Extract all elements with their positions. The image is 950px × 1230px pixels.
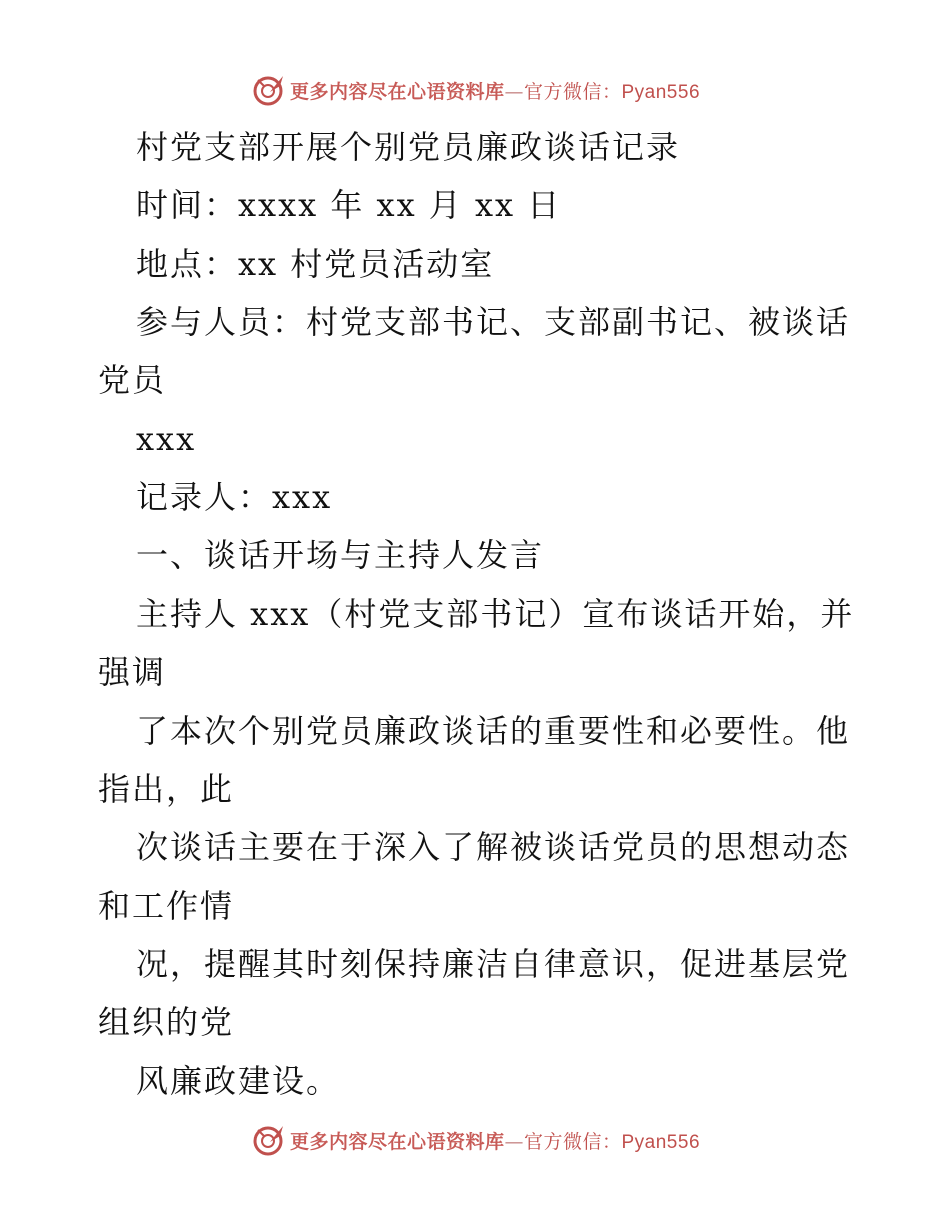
recorder-line: 记录人：xxx (136, 478, 333, 516)
document-title: 村党支部开展个别党员廉政谈话记录 (136, 128, 681, 166)
paragraph-line: 强调 (98, 653, 167, 691)
watermark-id: Pyan556 (621, 81, 701, 103)
participant-name: xxx (136, 420, 197, 458)
paragraph-line: 况，提醒其时刻保持廉洁自律意识，促进基层党 (136, 945, 851, 983)
watermark-main: 更多内容尽在心语资料库 (289, 1130, 505, 1153)
watermark-text (290, 1127, 700, 1154)
watermark-id: Pyan556 (621, 1131, 701, 1153)
watermark-text (290, 77, 700, 104)
time-line: 时间：xxxx 年 xx 月 xx 日 (136, 186, 562, 224)
paragraph-line: 风廉政建设。 (136, 1062, 341, 1100)
location-line: 地点：xx 村党员活动室 (136, 245, 495, 283)
header-watermark (0, 70, 950, 110)
participants-line: 参与人员：村党支部书记、支部副书记、被谈话 (136, 303, 851, 341)
quill-logo-icon (250, 1122, 286, 1158)
watermark-sub: 官方微信： (523, 1130, 622, 1153)
quill-logo-icon (250, 72, 286, 108)
paragraph-line: 和工作情 (98, 887, 235, 925)
paragraph-line: 主持人 xxx（村党支部书记）宣布谈话开始，并 (136, 595, 855, 633)
watermark-main: 更多内容尽在心语资料库 (289, 80, 505, 103)
watermark-sub: 官方微信： (523, 80, 622, 103)
watermark-dash: — (504, 1130, 524, 1153)
paragraph-line: 组织的党 (98, 1003, 235, 1041)
paragraph-line: 次谈话主要在于深入了解被谈话党员的思想动态 (136, 828, 851, 866)
paragraph-line: 指出，此 (98, 770, 235, 808)
section-heading: 一、谈话开场与主持人发言 (136, 536, 545, 574)
watermark-dash: — (504, 80, 524, 103)
footer-watermark (0, 1120, 950, 1160)
paragraph-line: 了本次个别党员廉政谈话的重要性和必要性。他 (136, 712, 851, 750)
participants-line-cont: 党员 (98, 361, 167, 399)
